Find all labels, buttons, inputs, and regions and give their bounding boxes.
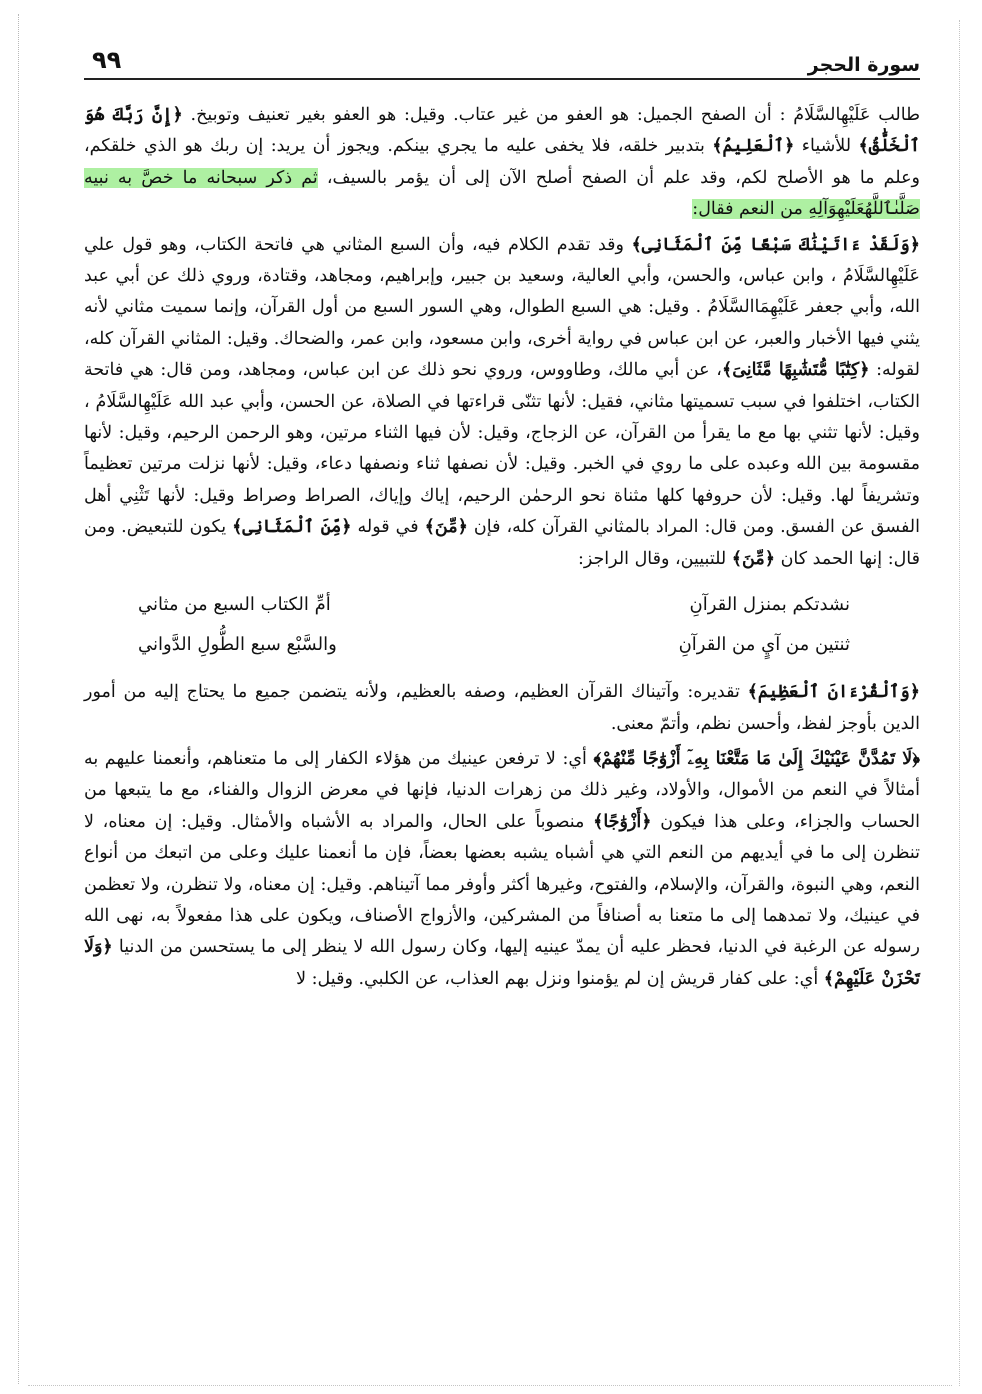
commentary-text: منصوباً على الحال، والمراد به الأشباه والأمثال. وقيل: إن معناه، لا تنظرن إلى ما في أيديهم من النعم التي هي أشباه يشبه بعضها بعضاً، فإن ما أنعمنا عليك وعلى من اتبعك من أنواع النعم، وهي النبوة، والقرآن، والإسلام، والفتوح، وغيرها أكثر وأوفر مما آتيناهم. وقيل: إن معناه، ولا تنظرن، ولا تعظمن في عينيك، ولا تمدهما إلى ما متعنا به أصنافاً من المشركين، والأزواج الأصناف، ويكون على هذا مفعولاً به، نهى الله رسوله عن الرغبة في الدنيا، فحظر عليه أن يمدّ عينيه إليها، وكان رسول الله لا ينظر إلى ما يستحسن من الدنيا bbox=[84, 811, 920, 958]
quran-verse: ﴿مِّنَ ٱلْمَثَانِى﴾ bbox=[232, 517, 352, 538]
commentary-text: يكون للتبعيض. ومن قال: إنها الحمد كان bbox=[84, 517, 920, 569]
quran-verse: ﴿ٱلْعَلِيمُ﴾ bbox=[712, 136, 795, 157]
page-body bbox=[84, 80, 920, 995]
page-number: ٩٩ bbox=[92, 46, 122, 74]
quran-verse: ﴿لَا تَمُدَّنَّ عَيْنَيْكَ إِلَىٰ مَا مَتَّعْنَا بِهِۦٓ أَزْوَٰجًا مِّنْهُمْ﴾ bbox=[593, 748, 920, 769]
scan-edge-right bbox=[957, 20, 960, 1386]
quran-verse: ﴿كِتَٰبًا مُّتَشَٰبِهًا مَّثَانِىَ﴾ bbox=[721, 360, 870, 381]
scan-edge-left bbox=[18, 14, 21, 1384]
poem-second-hemistich: أمِّ الكتاب السبع من مثاني bbox=[138, 594, 331, 616]
poem-verse bbox=[84, 625, 920, 665]
quran-verse: ﴿مِّنَ﴾ bbox=[731, 548, 775, 569]
commentary-text: أي: على كفار قريش إن لم يؤمنوا ونزل بهم العذاب، عن الكلبي. وقيل: لا bbox=[296, 968, 824, 989]
paragraph bbox=[84, 677, 920, 740]
scan-edge-bottom bbox=[28, 1383, 952, 1386]
poem-first-hemistich: ثنتين من آيٍ من القرآنِ bbox=[678, 634, 850, 656]
commentary-text: للأشياء bbox=[794, 136, 859, 157]
poem-second-hemistich: والسَّبْع سبع الطُّولِ الدَّواني bbox=[138, 634, 337, 656]
paragraph bbox=[84, 230, 920, 575]
commentary-text: طالب عَلَيْهِالسَّلَامُ : أن الصفح الجميل: هو العفو من غير عتاب. وقيل: هو العفو بغير تعنيف وتوبيخ. bbox=[182, 105, 921, 125]
quran-verse: ﴿وَلَقَدْ ءَاتَيْنَٰكَ سَبْعًا مِّنَ ٱلْمَثَانِى﴾ bbox=[631, 234, 920, 255]
poem-verse bbox=[84, 585, 920, 625]
poem bbox=[84, 585, 920, 665]
commentary-text: ، عن أبي مالك، وطاووس، وروي نحو ذلك عن ابن عباس، ومجاهد، ومن قال: هي فاتحة الكتاب، اختلفوا في سبب تسميتها مثاني، فقيل: لأنها تثنّى قراءتها في الصلاة، عن الحسن، وأبي عبد الله عَلَيْهِالسَّلَامُ ، وقيل: لأنها تثني بها مع ما يقرأ من القرآن، عن الزجاج، وقيل: لأن فيها الثناء مرتين، وهو الرحمن الرحيم، وقيل: لأنها مقسومة بين الله وعبده على ما روي في الخبر. وقيل: لأن نصفها ثناء ونصفها دعاء، وقيل: لأنها نزلت مرتين تعظيماً وتشريفاً لها. وقيل: لأن حروفها كلها مثناة نحو الرحمٰن الرحيم، إياك وإياك، الصراط وصراط وقيل: لأنها تَثْنِي أهل الفسق عن الفسق. ومن قال: المراد بالمثاني القرآن كله، فإن bbox=[84, 360, 920, 538]
paragraph bbox=[84, 100, 920, 226]
commentary-text: بتدبير خلقه، فلا يخفى عليه ما يجري بينكم. ويجوز أن يريد: إن ربك هو الذي خلقكم، وعلم ما هو الأصلح لكم، وقد علم أن الصفح أصلح الآن إلى أن يؤمر بالسيف، bbox=[84, 136, 920, 188]
page-header bbox=[84, 40, 920, 80]
surah-title: سورة الحجر bbox=[807, 54, 920, 76]
quran-verse: ﴿وَٱلْقُرْءَانَ ٱلْعَظِيمَ﴾ bbox=[747, 682, 921, 703]
quran-verse: ﴿مِّنَ﴾ bbox=[424, 517, 468, 538]
commentary-section-2 bbox=[84, 677, 920, 995]
commentary-text: في قوله bbox=[351, 517, 425, 538]
commentary-text: تقديره: وآتيناك القرآن العظيم، وصفه بالعظيم، ولأنه يتضمن جميع ما يحتاج إليه من أمور الدين بأوجز لفظ، وأحسن نظم، وأتمّ معنى. bbox=[84, 682, 920, 734]
commentary-section-1 bbox=[84, 100, 920, 575]
commentary-text: وقد تقدم الكلام فيه، وأن السبع المثاني هي فاتحة الكتاب، وهو قول علي عَلَيْهِالسَّلَامُ ، وابن عباس، والحسن، وأبي العالية، وسعيد بن جبير، وإبراهيم، ومجاهد، وقتادة، وروي ذلك عن أبي عبد الله، وأبي جعفر عَلَيْهِمَاالسَّلَامُ . وقيل: هي السبع الطوال، وهي السور السبع من أول القرآن، وإنما سميت مثاني لأنه يثني فيها الأخبار والعبر، عن ابن عباس في رواية أخرى، وابن مسعود، وابن عمر، والضحاك. وقيل: المثاني القرآن كله، لقوله: bbox=[84, 234, 920, 381]
commentary-text: أي: لا ترفعن عينيك من هؤلاء الكفار إلى ما متعناهم، وأنعمنا عليهم به أمثالاً في النعم من الأموال، والأولاد، وغير ذلك من زهرات الدنيا، فإنها في معرض الزوال والفناء، مع ما يتبعها من الحساب والجزاء، وعلى هذا فيكون bbox=[84, 748, 920, 832]
paragraph bbox=[84, 744, 920, 995]
highlighted-text: ثم ذكر سبحانه ما خصَّ به نبيه صَلَّىٰٱللَّهُعَلَيْهِوَآلِهِ من النعم فقال: bbox=[84, 167, 920, 220]
quran-verse: ﴿أَزْوَٰجًا﴾ bbox=[593, 811, 652, 832]
poem-first-hemistich: نشدتكم بمنزل القرآنِ bbox=[689, 594, 850, 616]
commentary-text: للتبيين، وقال الراجز: bbox=[577, 548, 732, 569]
quran-verse: ﴿وَلَا تَحْزَنْ عَلَيْهِمْ﴾ bbox=[84, 937, 920, 989]
quran-verse: ﴿إِنَّ رَبَّكَ هُوَ ٱلْخَلَّٰقُ﴾ bbox=[84, 105, 921, 157]
book-page bbox=[84, 40, 920, 1380]
